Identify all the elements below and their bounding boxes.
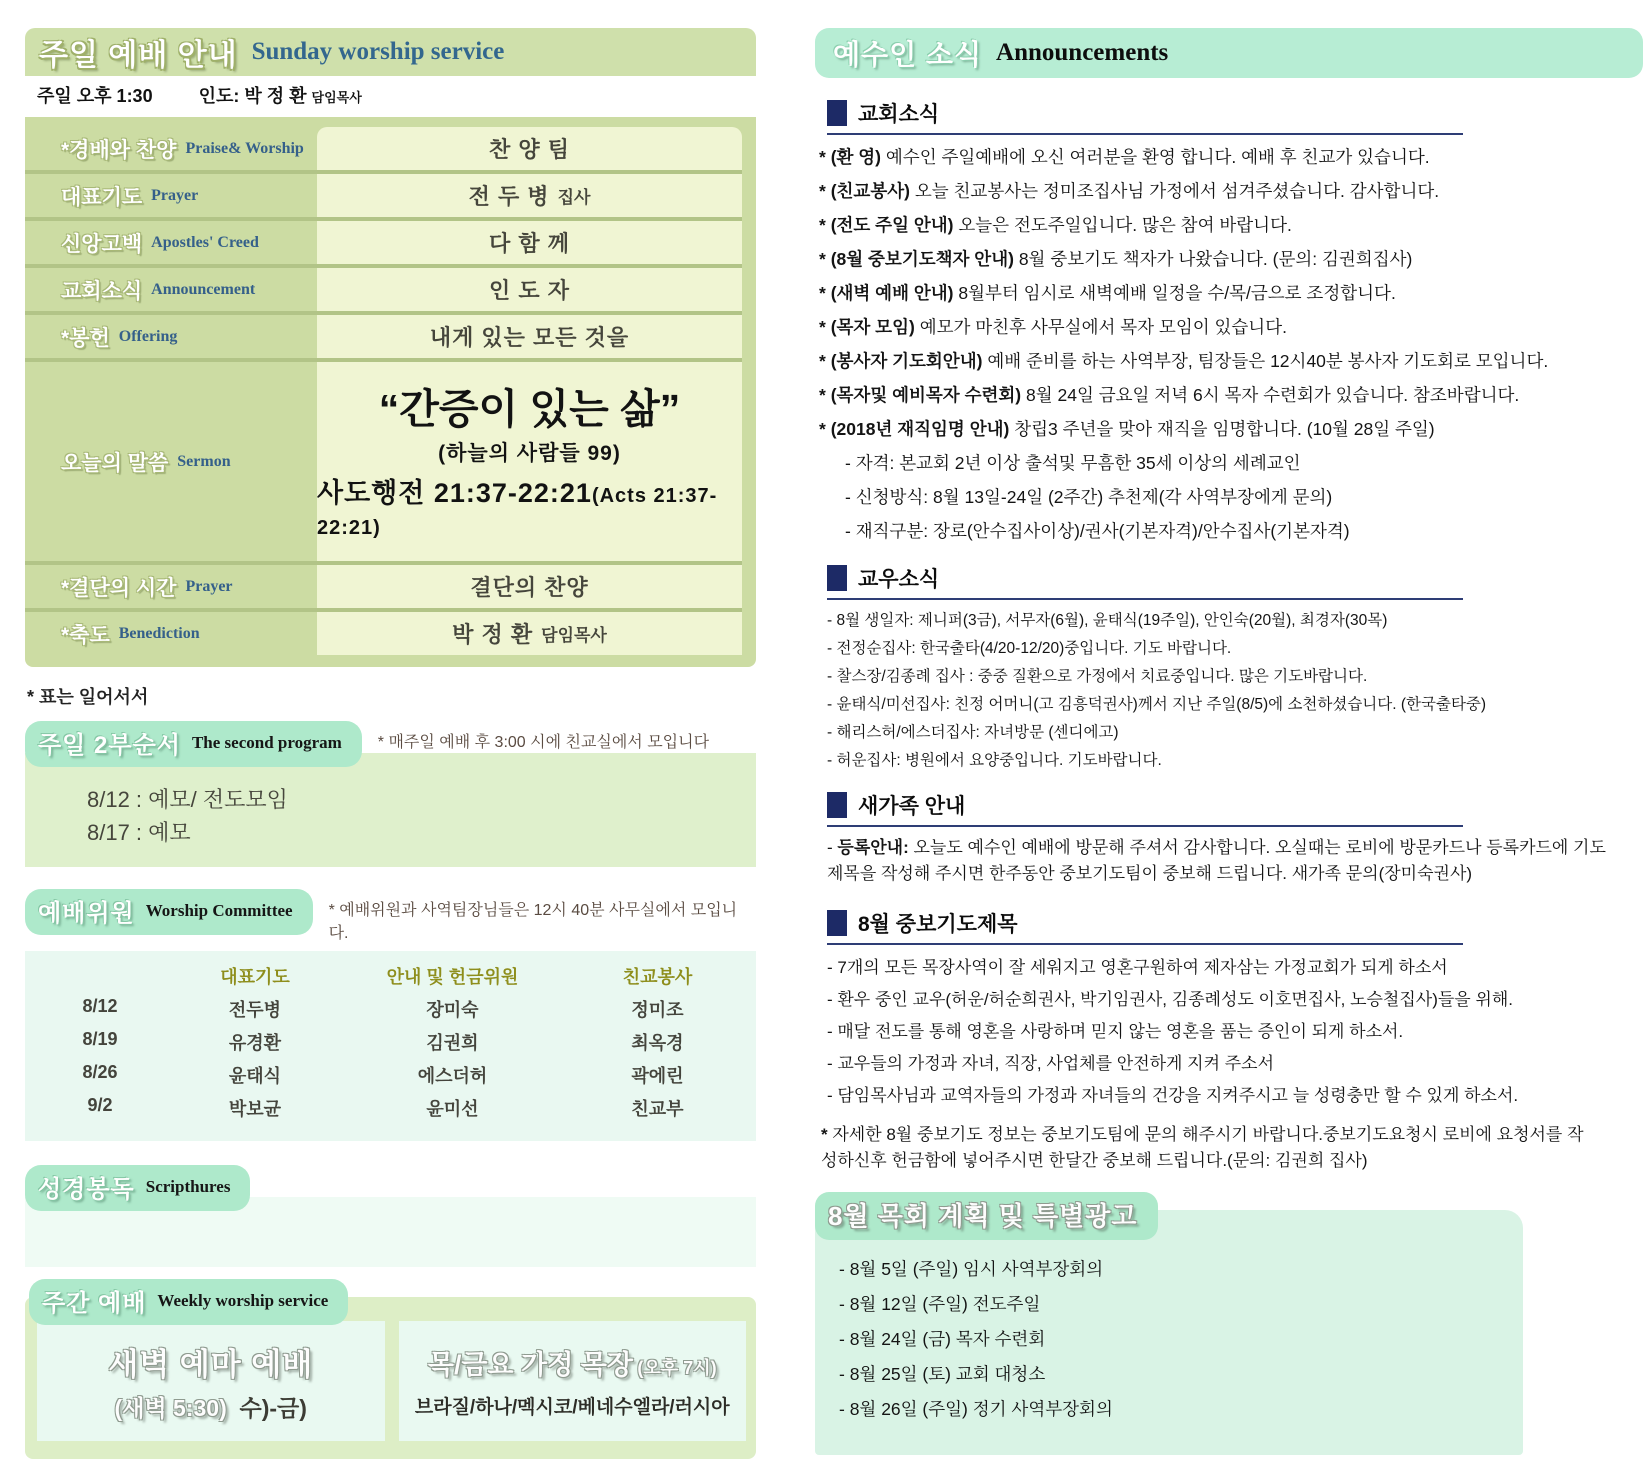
home-church-box: 목/금요 가정 목장 (오후 7시) 브라질/하나/멕시코/베네수엘라/러시아 [399,1321,747,1441]
prayer-note: * 자세한 8월 중보기도 정보는 중보기도팀에 문의 해주시기 바랍니다.중보기도요청시 로비에 요청서를 작성하신후 헌금함에 넣어주시면 한달간 중보해 드립니다.(문의: 김권희 집사) [821,1124,1584,1171]
order-label-ko: 대표기도 [61,185,143,209]
worship-order-row-sermon [25,362,742,565]
worship-order-row [25,174,742,221]
order-label-en: Apostles' Creed [151,233,259,251]
section-square-icon [827,565,847,591]
home-church-title: 목/금요 가정 목장 [427,1350,633,1380]
second-program-note: * 매주일 예배 후 3:00 시에 친교실에서 모입니다 [377,734,710,751]
order-label-en: Benediction [118,624,200,642]
committee-cell: 9/2 [87,1095,113,1115]
member-news-item: - 허운집사: 병원에서 요양중입니다. 기도바랍니다. [827,752,1162,769]
worship-order-row [25,612,742,655]
second-program-header [25,721,756,767]
committee-badge: 예배위원 Worship Committee [25,889,313,935]
committee-cell: 박보균 [228,1099,282,1119]
worship-time-row [25,76,756,117]
program-item: 8/12 : 예모/ 전도모임 [87,787,288,812]
committee-cell: 유경환 [228,1033,282,1053]
order-value: 박 정 환 담임목사 [317,612,742,655]
committee-cell: 윤미선 [426,1099,479,1119]
worship-order-row [25,127,742,174]
order-value: 인 도 자 [317,268,742,311]
sunday-worship-panel [25,28,756,1459]
announcement-item: * (전도 주일 안내) 오늘은 전도주일입니다. 많은 참여 바랍니다. [819,215,1292,235]
committee-note: * 예배위원과 사역팀장님들은 12시 40분 사무실에서 모입니다. [328,902,738,942]
order-label-en: Prayer [151,186,199,204]
committee-cell: 윤태식 [228,1066,282,1086]
committee-table [25,951,756,1141]
scriptures-header [25,1165,756,1211]
announcements-banner [815,28,1643,78]
order-label-ko: *결단의 시간 [61,576,177,600]
announcement-item: * (새벽 예배 안내) 8월부터 임시로 새벽예배 일정을 수/목/금으로 조정합니다. [819,283,1396,303]
announcement-item: * (목자및 예비목자 수련회) 8월 24일 금요일 저녁 6시 목자 수련회가 있습니다. 참조바랍니다. [819,385,1520,405]
schedule-item: - 8월 25일 (토) 교회 대청소 [839,1364,1046,1385]
section-header-member-news: 교우소식 [827,563,1463,600]
member-news-item: - 해리스허/에스더집사: 자녀방문 (센디에고) [827,724,1119,741]
prayer-item: - 담임목사님과 교역자들의 가정과 자녀들의 건강을 지켜주시고 늘 성령충만 할 수 있게 하소서. [827,1085,1519,1105]
order-label-en: Sermon [177,452,231,470]
order-label-en: Offering [118,327,178,345]
section-header-newcomer: 새가족 안내 [827,790,1463,827]
committee-cell: 곽에린 [631,1066,684,1086]
standing-note: * 표는 일어서서 [27,687,149,707]
weekly-worship-badge: 주간 예배 Weekly worship service [29,1279,348,1325]
committee-cell: 장미숙 [426,1000,479,1020]
sermon-cell [317,362,742,561]
prayer-item: - 매달 전도를 통해 영혼을 사랑하며 믿지 않는 영혼을 품는 증인이 되게 하소서. [827,1021,1404,1041]
schedule-item: - 8월 12일 (주일) 전도주일 [839,1294,1041,1315]
member-news-item: - 윤태식/미선집사: 친정 어머니(고 김흥덕권사)께서 지난 주일(8/5)에 소천하셨습니다. (한국출타중) [827,696,1487,713]
worship-order-row [25,315,742,362]
committee-cell: 정미조 [631,1000,684,1020]
sermon-title: “간증이 있는 삶” [378,386,681,432]
worship-header-title-en: Sunday worship service [251,38,505,65]
committee-cell: 최옥경 [631,1033,684,1053]
section-square-icon [827,910,847,936]
committee-header-cell: 대표기도 [220,967,290,987]
committee-header [25,889,756,943]
committee-cell: 김권희 [426,1033,479,1053]
order-label-en: Announcement [151,280,256,298]
committee-cell: 8/12 [82,996,118,1016]
program-item: 8/17 : 예모 [87,820,191,845]
order-value: 찬 양 팀 [317,127,742,170]
order-label-ko: 신앙고백 [61,232,143,256]
home-church-countries: 브라질/하나/멕시코/베네수엘라/러시아 [414,1397,730,1418]
announcements-title-en: Announcements [996,39,1169,66]
announcement-item: * (2018년 재직임명 안내) 창립3 주년을 맞아 재직을 임명합니다. (10월 28일 주일) [819,419,1435,439]
order-label-ko: *봉헌 [61,326,110,350]
schedule-item: - 8월 5일 (주일) 임시 사역부장회의 [839,1259,1104,1280]
prayer-item: - 환우 중인 교우(허운/허순희권사, 박기임권사, 김종례성도 이호면집사, 노승철집사)들을 위해. [827,989,1513,1009]
order-label-ko: *축도 [61,623,110,647]
committee-cell: 전두병 [228,1000,282,1020]
worship-header-title-ko: 주일 예배 안내 [39,39,238,72]
section-square-icon [827,792,847,818]
sermon-subtitle: (하늘의 사람들 99) [438,442,621,465]
committee-cell: 8/26 [82,1062,118,1082]
committee-cell: 친교부 [631,1099,684,1119]
committee-header-cell: 친교봉사 [622,967,693,987]
schedule-item: - 8월 26일 (주일) 정기 사역부장회의 [839,1399,1113,1420]
worship-leader-role: 담임목사 [311,90,362,105]
announcements-title-ko: 예수인 소식 [833,39,983,70]
prayer-item: - 7개의 모든 목장사역이 잘 세워지고 영혼구원하여 제자삼는 가정교회가 되게 하소서 [827,957,1448,977]
order-label-ko: 교회소식 [61,279,143,303]
section-header-prayer: 8월 중보기도제목 [827,908,1463,945]
second-program-badge: 주일 2부순서 The second program [25,721,362,767]
committee-cell: 8/19 [82,1029,118,1049]
order-value: 전 두 병 집사 [317,174,742,217]
sunday-worship-header [25,28,756,76]
newcomer-item: - 등록안내: 오늘도 예수인 예배에 방문해 주셔서 감사합니다. 오실때는 로비에 방문카드나 등록카드에 기도제목을 작성해 주시면 한주동안 중보기도팀이 중보해 드립니다. 새가족 문의(장미숙권사) [827,838,1606,884]
worship-order-row [25,565,742,612]
announcement-subitem: - 재직구분: 장로(안수집사이상)/권사(기본자격)/안수집사(기본자격) [845,521,1350,541]
order-label-en: Praise& Worship [185,139,304,157]
member-news-item: - 8월 생일자: 제니퍼(3금), 서무자(6월), 윤태식(19주일), 안인숙(20월), 최경자(30목) [827,612,1388,629]
member-news-item: - 전정순집사: 한국출타(4/20-12/20)중입니다. 기도 바랍니다. [827,640,1232,657]
scriptures-badge: 성경봉독 Scripthures [25,1165,250,1211]
announcement-item: * (환 영) 예수인 주일예배에 오신 여러분을 환영 합니다. 예배 후 친교가 있습니다. [819,147,1430,167]
dawn-service-box: 새벽 예마 예배 (새벽 5:30) 수)-금) [37,1321,385,1441]
dawn-service-title: 새벽 예마 예배 [108,1347,314,1382]
schedule-badge: 8월 목회 계획 및 특별광고 [815,1192,1158,1240]
weekly-worship-section [25,1290,756,1459]
announcement-item: * (8월 중보기도책자 안내) 8월 중보기도 책자가 나왔습니다. (문의: 김권희집사) [819,249,1413,269]
order-value: 내게 있는 모든 것을 [317,315,742,358]
worship-order-row [25,268,742,315]
announcement-item: * (친교봉사) 오늘 친교봉사는 정미조집사님 가정에서 섬겨주셨습니다. 감사합니다. [819,181,1440,201]
announcement-subitem: - 신청방식: 8월 13일-24일 (2주간) 추천제(각 사역부장에게 문의) [845,487,1333,507]
announcements-panel [815,28,1643,1455]
announcement-item: * (목자 모임) 예모가 마친후 사무실에서 목자 모임이 있습니다. [819,317,1287,337]
worship-order-row [25,221,742,268]
second-program-list [25,753,756,867]
committee-header-cell: 안내 및 헌금위원 [386,967,519,987]
order-label-ko: *경배와 찬양 [61,138,177,162]
schedule-item: - 8월 24일 (금) 목자 수련회 [839,1329,1046,1350]
sermon-scripture: 사도행전 21:37-22:21(Acts 21:37-22:21) [317,478,718,539]
member-news-item: - 찰스장/김종례 집사 : 중중 질환으로 가정에서 치료중입니다. 많은 기도바랍니다. [827,668,1368,685]
schedule-box [815,1201,1523,1455]
prayer-item: - 교우들의 가정과 자녀, 직장, 사업체를 안전하게 지켜 주소서 [827,1053,1275,1073]
order-value: 다 함 께 [317,221,742,264]
order-label-en: Prayer [185,577,233,595]
worship-time: 주일 오후 1:30 [37,86,153,106]
order-label-ko: 오늘의 말씀 [61,451,169,475]
announcement-item: * (봉사자 기도회안내) 예배 준비를 하는 사역부장, 팀장들은 12시40분 봉사자 기도회로 모입니다. [819,351,1549,371]
section-header-church-news: 교회소식 [827,98,1463,135]
order-value: 결단의 찬양 [317,565,742,608]
announcement-subitem: - 자격: 본교회 2년 이상 출석및 무흠한 35세 이상의 세례교인 [845,453,1301,473]
worship-leader: 인도: 박 정 환 담임목사 [198,86,362,106]
section-square-icon [827,100,847,126]
committee-cell: 에스더허 [417,1066,488,1086]
worship-order-table [25,117,756,667]
